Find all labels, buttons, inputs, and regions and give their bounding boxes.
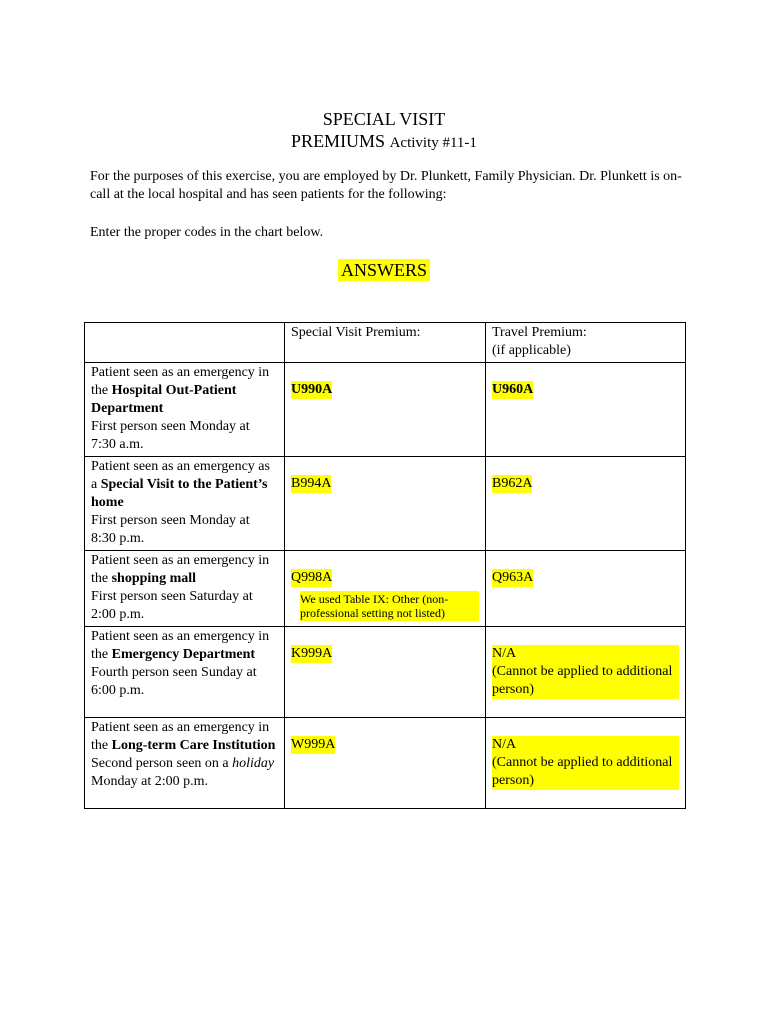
- header-cell-special-visit: Special Visit Premium:: [285, 323, 486, 363]
- description-text: First person seen Monday at 8:30 p.m.: [91, 513, 250, 546]
- travel-code-cell: [486, 457, 686, 551]
- description-text: Patient seen as an emergency in the: [91, 553, 270, 586]
- description-text: Patient seen as an emergency in the: [91, 629, 270, 662]
- description-text: Patient seen as an emergency in the: [91, 365, 270, 398]
- special-visit-code: U990A: [291, 382, 333, 397]
- table-row: [85, 363, 686, 457]
- location-emphasis: shopping mall: [111, 571, 197, 586]
- answers-heading: [0, 259, 768, 281]
- travel-premium-code: B962A: [492, 476, 533, 491]
- description-text: Patient seen as an emergency as a: [91, 459, 270, 492]
- travel-code-cell: [486, 363, 686, 457]
- special-visit-code: B994A: [291, 476, 332, 491]
- table-header-row: [85, 323, 686, 363]
- location-emphasis: Hospital Out-Patient Department: [91, 383, 237, 416]
- special-visit-code-cell: [285, 363, 486, 457]
- patient-description-cell: [85, 457, 285, 551]
- intro-paragraph: For the purposes of this exercise, you are employed by Dr. Plunkett, Family Physician. Dr. Plunkett is on-call at the local hospital and has seen patients for the following:: [90, 169, 682, 202]
- patient-description-cell: [85, 551, 285, 627]
- table-row: [85, 718, 686, 809]
- patient-description-cell: [85, 718, 285, 809]
- special-visit-code-cell: [285, 551, 486, 627]
- description-text: First person seen Monday at 7:30 a.m.: [91, 419, 250, 452]
- travel-code-cell: [486, 718, 686, 809]
- premium-codes-table: [84, 322, 686, 809]
- table-reference-note: We used Table IX: Other (non-professional setting not listed): [300, 591, 479, 621]
- special-visit-code-cell: [285, 718, 486, 809]
- document-title-line1: SPECIAL VISIT: [322, 109, 446, 129]
- title-premiums: PREMIUMS: [291, 131, 386, 151]
- location-emphasis: Special Visit to the Patient’s home: [91, 477, 268, 510]
- patient-description-cell: [85, 363, 285, 457]
- description-text: Monday at 2:00 p.m.: [91, 774, 209, 789]
- holiday-emphasis: holiday: [232, 756, 275, 771]
- title-activity: Activity #11-1: [389, 135, 477, 151]
- travel-premium-code: Q963A: [492, 570, 534, 585]
- travel-premium-code: N/A (Cannot be applied to additional person): [492, 736, 679, 790]
- instruction-text: Enter the proper codes in the chart below.: [90, 225, 324, 240]
- table-row: [85, 551, 686, 627]
- travel-premium-code: N/A (Cannot be applied to additional person): [492, 645, 679, 699]
- special-visit-code-cell: [285, 457, 486, 551]
- special-visit-code: K999A: [291, 646, 333, 661]
- description-text: Patient seen as an emergency in the: [91, 720, 270, 753]
- header-cell-blank: [85, 323, 285, 363]
- table-row: [85, 457, 686, 551]
- description-text: First person seen Saturday at 2:00 p.m.: [91, 589, 253, 622]
- travel-code-cell: [486, 551, 686, 627]
- special-visit-code-cell: [285, 627, 486, 718]
- description-text: Second person seen on a: [91, 756, 233, 771]
- special-visit-code: Q998A: [291, 570, 333, 585]
- travel-premium-code: U960A: [492, 382, 534, 397]
- special-visit-code: W999A: [291, 737, 336, 752]
- location-emphasis: Emergency Department: [111, 647, 256, 662]
- location-emphasis: Long-term Care Institution: [111, 738, 276, 753]
- travel-code-cell: [486, 627, 686, 718]
- description-text: Fourth person seen Sunday at 6:00 p.m.: [91, 665, 257, 698]
- answers-label: ANSWERS: [338, 259, 430, 281]
- patient-description-cell: [85, 627, 285, 718]
- document-title-line2: [0, 130, 768, 154]
- table-row: [85, 627, 686, 718]
- header-cell-travel: Travel Premium: (if applicable): [486, 323, 686, 363]
